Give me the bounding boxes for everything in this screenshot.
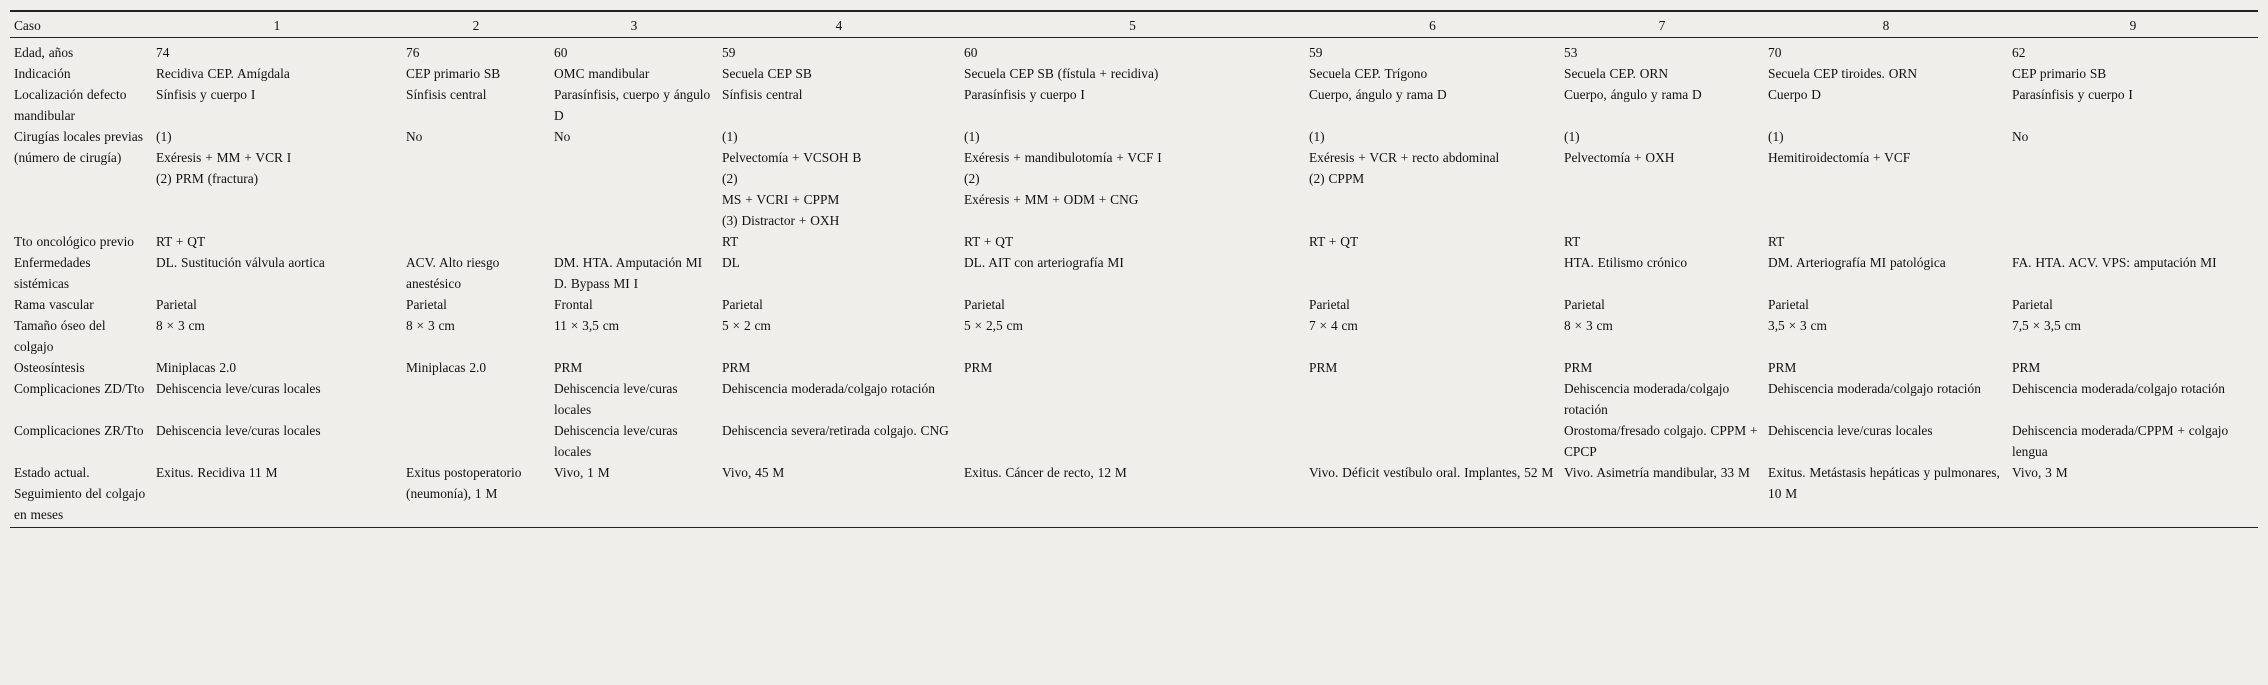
table-cell: Dehiscencia moderada/CPPM + colgajo lengua [2012,423,2229,459]
table-cell: Secuela CEP. Trígono [1309,66,1428,81]
header-cell-case-2: 2 [402,11,550,38]
table-cell: 5 × 2 cm [722,318,771,333]
table-cell: Parietal [156,297,197,312]
table-cell [960,420,1305,462]
cell-line: (3) Distractor + OXH [722,213,840,228]
table-cell: 60 [554,45,568,60]
table-cell [1305,420,1560,462]
cell-line: No [406,129,423,144]
header-cell-case-3: 3 [550,11,718,38]
table-cell: Vivo, 3 M [2008,462,2258,528]
table-cell: Parietal [2012,297,2053,312]
table-cell: Parietal [1309,297,1350,312]
table-cell: Dehiscencia leve/curas locales [554,423,678,459]
table-cell [1305,252,1560,294]
table-cell: Dehiscencia leve/curas locales [156,381,321,396]
row-label: Cirugías locales previas (número de cirugía) [14,129,143,165]
table-cell [152,126,402,231]
table-cell: Parasínfisis, cuerpo y ángulo D [554,87,711,123]
table-cell: OMC mandibular [554,66,650,81]
table-cell: Vivo, 1 M [550,462,718,528]
table-cell [402,231,550,252]
table-cell [2008,231,2258,252]
cell-line: MS + VCRI + CPPM [722,192,840,207]
table-cell: Exitus. Cáncer de recto, 12 M [960,462,1305,528]
table-cell: Secuela CEP. ORN [1564,66,1669,81]
cell-line: (2) CPPM [1309,171,1365,186]
cell-line: (1) [156,129,172,144]
table-cell: Sínfisis central [722,87,803,102]
table-cell: Parietal [722,297,763,312]
table-row [10,378,2258,420]
table-row [10,462,2258,528]
table-cell: Dehiscencia leve/curas locales [1768,423,1933,438]
row-label: Estado actual. Seguimiento del colgajo en meses [10,462,152,528]
table-cell: RT + QT [1309,234,1359,249]
table-cell [718,126,960,231]
table-cell: PRM [1768,360,1797,375]
table-cell: Dehiscencia leve/curas locales [554,381,678,417]
table-cell [1305,378,1560,420]
table-cell: Recidiva CEP. Amígdala [156,66,290,81]
row-label: Enfermedades sistémicas [14,255,91,291]
table-cell [550,126,718,231]
cell-line: (1) [1309,129,1325,144]
table-row [10,84,2258,126]
table-cell [1305,126,1560,231]
table-cell: 76 [406,45,420,60]
cell-line: Exéresis + mandibulotomía + VCF I [964,150,1162,165]
row-label: Tto oncológico previo [14,234,134,249]
table-cell: Parietal [406,297,447,312]
header-cell-case-5: 5 [960,11,1305,38]
table-cell: Vivo. Déficit vestíbulo oral. Implantes, 52 M [1305,462,1560,528]
table-cell: 74 [156,45,170,60]
cell-line: Pelvectomía + VCSOH B [722,150,862,165]
table-cell [1764,126,2008,231]
table-cell: Cuerpo, ángulo y rama D [1564,87,1702,102]
cell-line: Pelvectomía + OXH [1564,150,1675,165]
header-cell-case-7: 7 [1560,11,1764,38]
row-label: Osteosíntesis [14,360,85,375]
table-cell: RT + QT [964,234,1014,249]
table-cell: Secuela CEP SB [722,66,812,81]
table-cell: Dehiscencia moderada/colgajo rotación [1564,381,1730,417]
cell-line: (2) [964,171,980,186]
table-cell: FA. HTA. ACV. VPS: amputación MI [2012,255,2217,270]
table-cell: Exitus. Metástasis hepáticas y pulmonares, 10 M [1764,462,2008,528]
table-cell: 60 [964,45,978,60]
cell-line: Hemitiroidectomía + VCF [1768,150,1911,165]
table-cell: 53 [1564,45,1578,60]
table-cell: ACV. Alto riesgo anestésico [406,255,500,291]
table-cell: Exitus postoperatorio (neumonía), 1 M [402,462,550,528]
header-cell-case-1: 1 [152,11,402,38]
row-label: Indicación [14,66,71,81]
row-label: Complicaciones ZD/Tto [14,381,145,396]
table-cell [550,231,718,252]
table-cell: RT [722,234,739,249]
table-row [10,252,2258,294]
table-row [10,420,2258,462]
table-cell: DM. Arteriografía MI patológica [1768,255,1946,270]
cell-line: Exéresis + MM + ODM + CNG [964,192,1139,207]
header-cell-case-4: 4 [718,11,960,38]
table-row [10,231,2258,252]
table-cell: Vivo, 45 M [718,462,960,528]
table-cell: Exitus. Recidiva 11 M [152,462,402,528]
table-cell [960,126,1305,231]
table-cell: 7 × 4 cm [1309,318,1358,333]
table-cell: Frontal [554,297,593,312]
table-cell: Dehiscencia leve/curas locales [156,423,321,438]
table-cell: Parasínfisis y cuerpo I [964,87,1085,102]
table-cell: 5 × 2,5 cm [964,318,1023,333]
table-row [10,294,2258,315]
table-row [10,315,2258,357]
table-cell: Secuela CEP SB (fístula + recidiva) [964,66,1159,81]
cell-line: (1) [964,129,980,144]
table-cell: 8 × 3 cm [1564,318,1613,333]
table-cell: 8 × 3 cm [156,318,205,333]
header-cell-case-6: 6 [1305,11,1560,38]
table-cell: Cuerpo D [1768,87,1821,102]
table-cell: 59 [1309,45,1323,60]
table-cell [402,420,550,462]
cell-line: Exéresis + MM + VCR I [156,150,292,165]
table-cell: 7,5 × 3,5 cm [2012,318,2081,333]
clinical-cases-table [10,10,2258,528]
row-label: Rama vascular [14,297,94,312]
cell-line: (1) [1768,129,1784,144]
cell-line: No [554,129,571,144]
table-row [10,38,2258,64]
table-cell: Dehiscencia moderada/colgajo rotación [2012,381,2225,396]
cell-line: (1) [722,129,738,144]
row-label: Localización defecto mandibular [14,87,127,123]
row-label: Edad, años [14,45,74,60]
table-row [10,357,2258,378]
table-cell: Sínfisis central [406,87,487,102]
table-cell: DL. AIT con arteriografía MI [964,255,1124,270]
table-cell: PRM [1309,360,1338,375]
table-cell: Dehiscencia moderada/colgajo rotación [722,381,935,396]
table-cell: PRM [964,360,993,375]
table-cell: Parietal [1564,297,1605,312]
row-label: Tamaño óseo del colgajo [14,318,106,354]
table-row [10,63,2258,84]
table-cell: Secuela CEP tiroides. ORN [1768,66,1918,81]
table-cell: 8 × 3 cm [406,318,455,333]
table-cell: DL [722,255,740,270]
cell-line: (1) [1564,129,1580,144]
table-cell [402,126,550,231]
table-cell: Cuerpo, ángulo y rama D [1309,87,1447,102]
table-cell: Miniplacas 2.0 [156,360,237,375]
cell-line: Exéresis + VCR + recto abdominal [1309,150,1500,165]
cell-line: No [2012,129,2029,144]
table-cell: PRM [554,360,583,375]
header-cell-case-8: 8 [1764,11,2008,38]
table-cell [960,378,1305,420]
header-cell-label: Caso [10,11,152,38]
table-cell: 3,5 × 3 cm [1768,318,1827,333]
table-cell: PRM [722,360,751,375]
table-cell: RT [1768,234,1785,249]
table-body [10,38,2258,528]
table-cell: RT [1564,234,1581,249]
table-cell [2008,126,2258,231]
table-cell: PRM [1564,360,1593,375]
table-cell: HTA. Etilismo crónico [1564,255,1688,270]
table-cell [1560,126,1764,231]
table-cell: Sínfisis y cuerpo I [156,87,256,102]
table-cell: DL. Sustitución válvula aortica [156,255,325,270]
table-cell: Vivo. Asimetría mandibular, 33 M [1560,462,1764,528]
table-cell: Parietal [964,297,1005,312]
table-cell: Miniplacas 2.0 [406,360,487,375]
table-cell: PRM [2012,360,2041,375]
table-cell: Parietal [1768,297,1809,312]
table-cell: 59 [722,45,736,60]
table-cell: CEP primario SB [406,66,501,81]
table-cell [402,378,550,420]
cell-line: (2) [722,171,738,186]
table-cell: Parasínfisis y cuerpo I [2012,87,2133,102]
table-cell: 70 [1768,45,1782,60]
row-label: Complicaciones ZR/Tto [14,423,144,438]
table-cell: Dehiscencia severa/retirada colgajo. CNG [722,423,949,438]
table-cell: 62 [2012,45,2026,60]
table-cell: RT + QT [156,234,206,249]
table-cell: 11 × 3,5 cm [554,318,620,333]
table-cell: Dehiscencia moderada/colgajo rotación [1768,381,1981,396]
table-row [10,126,2258,231]
header-cell-case-9: 9 [2008,11,2258,38]
table-cell: Orostoma/fresado colgajo. CPPM + CPCP [1564,423,1758,459]
header-row [10,11,2258,38]
table-cell: DM. HTA. Amputación MI D. Bypass MI I [554,255,703,291]
table-cell: CEP primario SB [2012,66,2107,81]
cell-line: (2) PRM (fractura) [156,171,259,186]
